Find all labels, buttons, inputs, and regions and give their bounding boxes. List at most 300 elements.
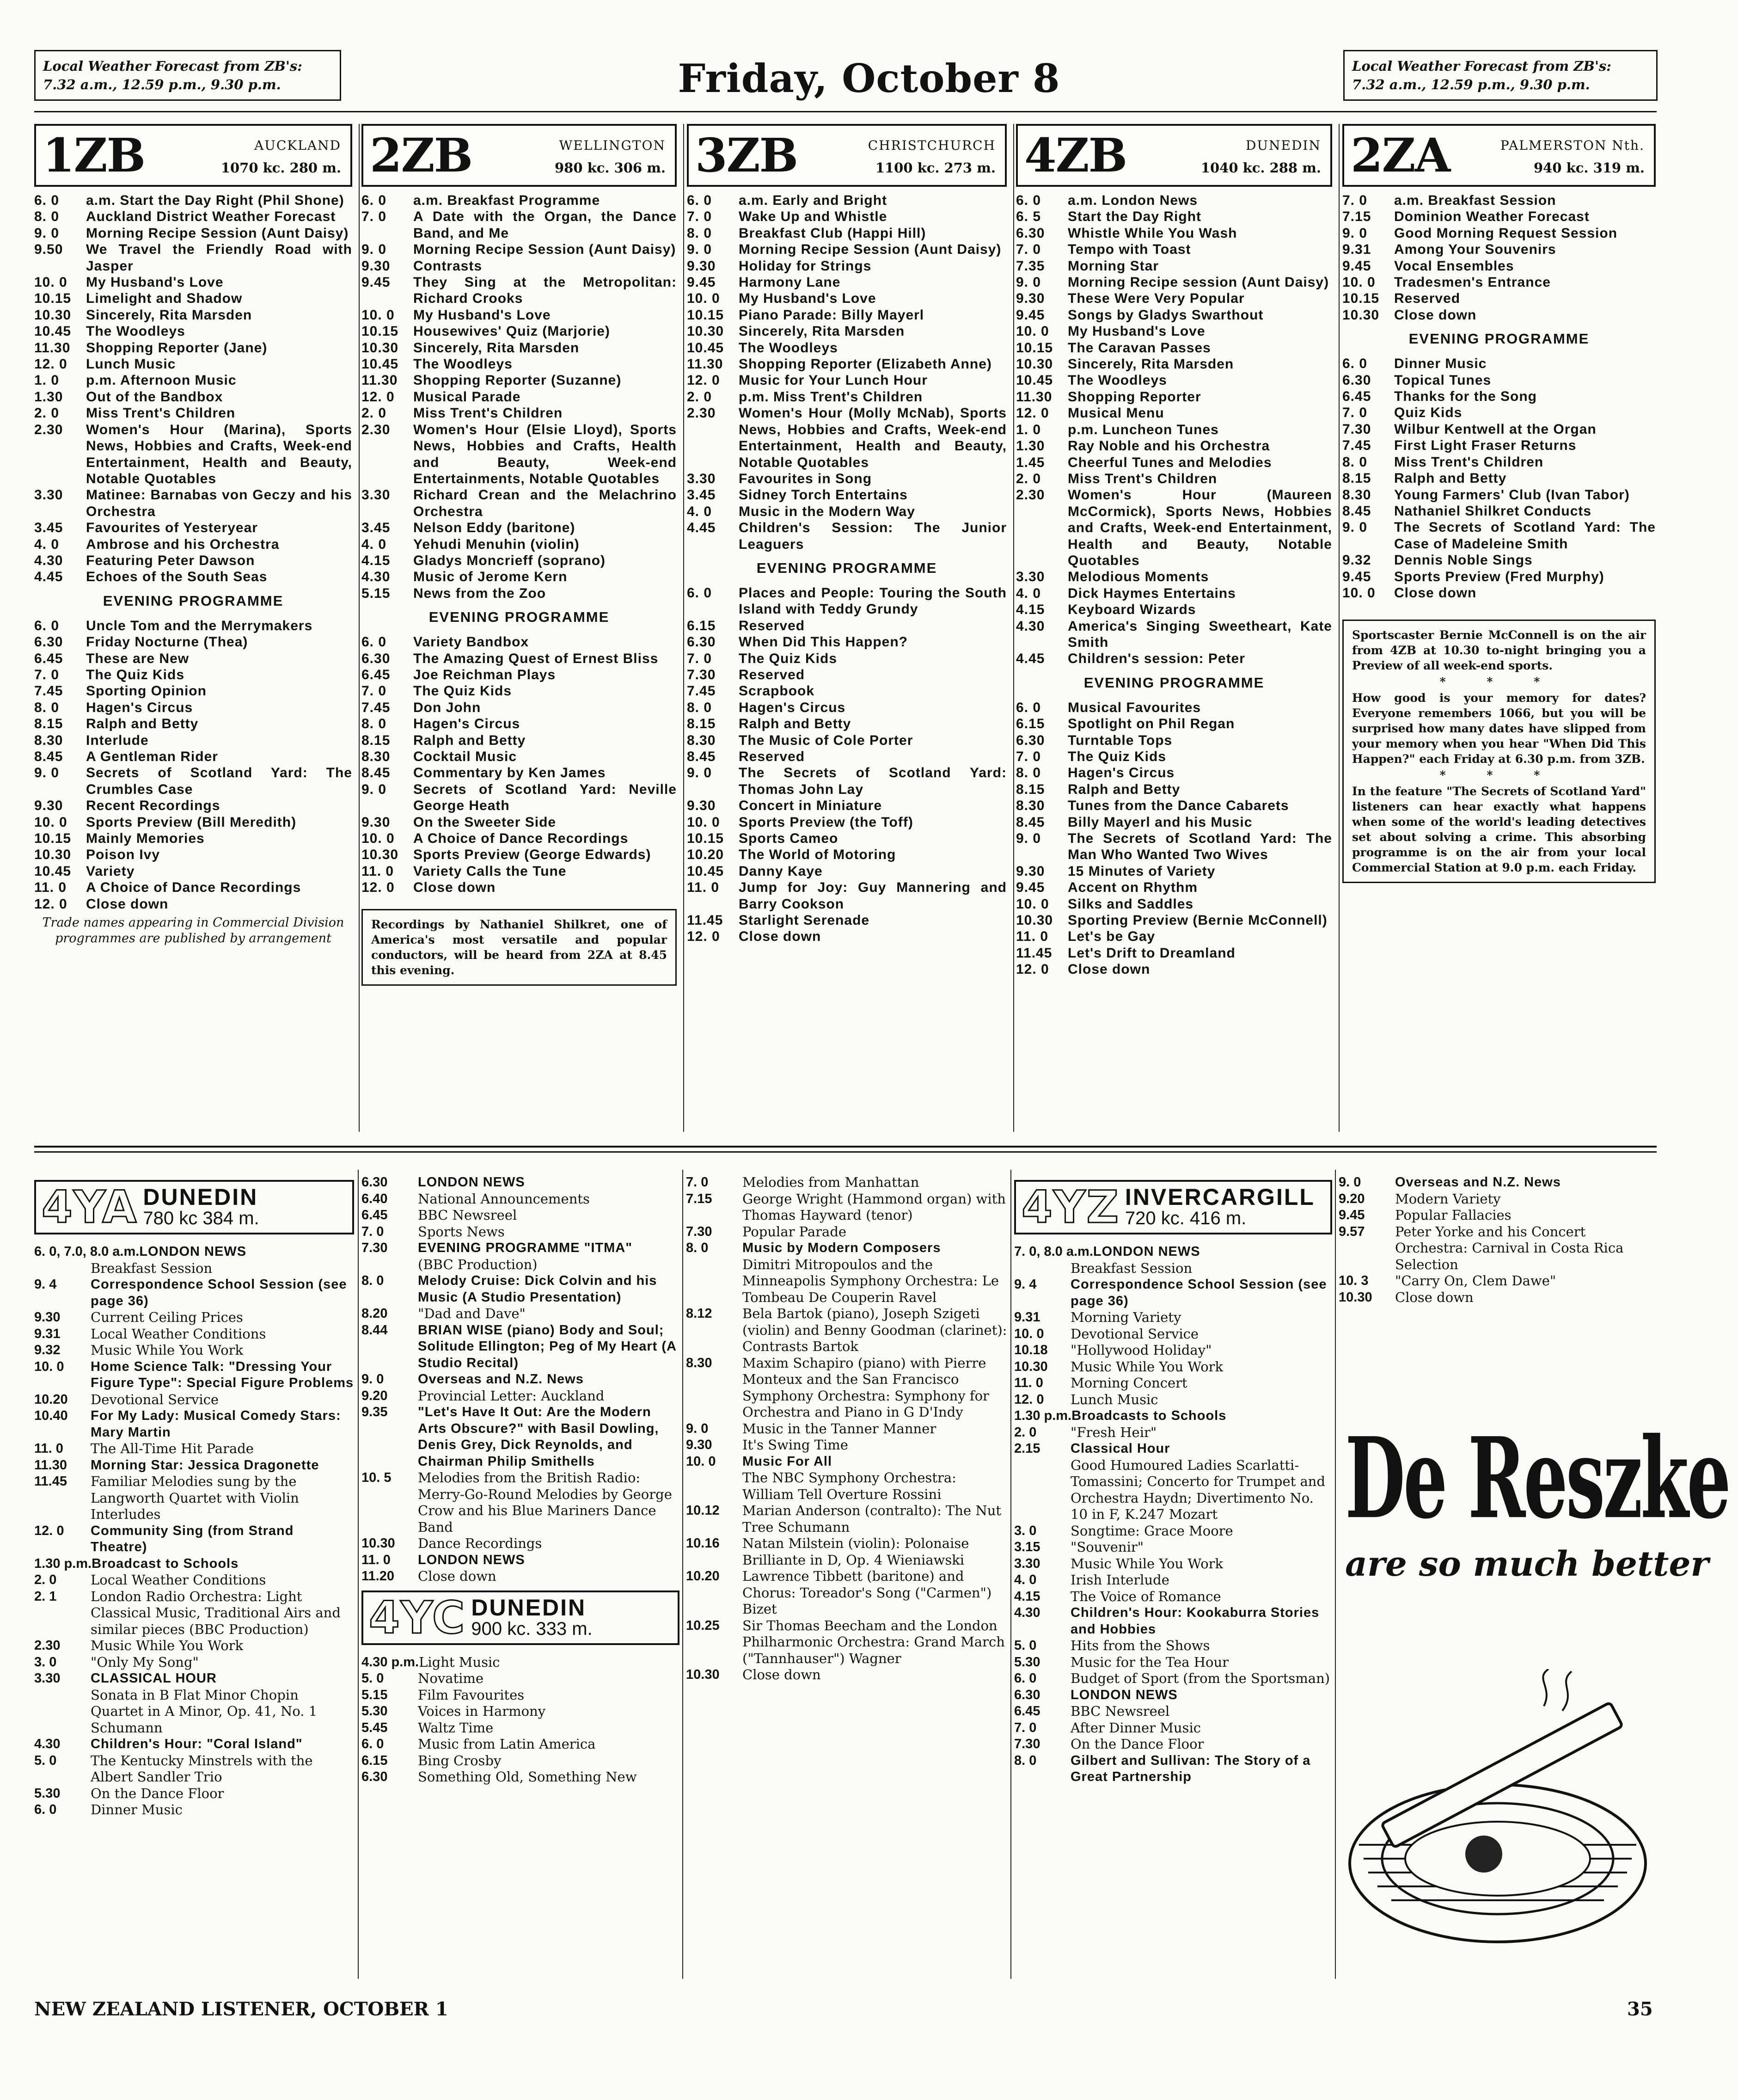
programme-row xyxy=(686,1568,1008,1618)
programme-title: Sports Preview (George Edwards) xyxy=(413,847,651,863)
programme-time: 12. 0 xyxy=(34,356,67,372)
programme-row xyxy=(361,1388,679,1405)
programme-row xyxy=(1016,732,1332,749)
programme-row xyxy=(361,1371,679,1388)
programme-time: 2. 0 xyxy=(687,389,712,405)
programme-title: Accent on Rhythm xyxy=(1068,880,1198,896)
programme-title: Sports Preview (the Toff) xyxy=(739,814,913,830)
ad-brand-name: De Reszke xyxy=(1345,1413,1729,1544)
programme-time: 8.20 xyxy=(361,1306,388,1321)
programme-row xyxy=(34,879,352,896)
programme-title: Music for Your Lunch Hour xyxy=(739,373,928,388)
trade-names-note: Trade names appearing in Commercial Division programmes are published by arrangement xyxy=(42,915,344,946)
programme-time: 2.30 xyxy=(687,405,716,421)
programme-time: 10. 0 xyxy=(1016,896,1049,912)
programme-title: Lawrence Tibbett (baritone) and Chorus: Toreador's Song ("Carmen") Bizet xyxy=(742,1568,992,1617)
programme-time: 10.15 xyxy=(34,291,72,307)
programme-time: 8.30 xyxy=(34,732,63,748)
programme-title: Lunch Music xyxy=(86,356,176,372)
programme-row xyxy=(34,372,352,388)
programme-row xyxy=(687,732,1007,749)
programme-time: 9. 0 xyxy=(1339,1175,1361,1190)
programme-row xyxy=(1014,1539,1332,1556)
programme-title: Topical Tunes xyxy=(1394,372,1492,388)
programme-time: 12. 0 xyxy=(361,880,395,896)
programme-title: George Wright (Hammond organ) with Thomas Hayward (tenor) xyxy=(742,1191,1006,1223)
programme-time: 9.45 xyxy=(1342,569,1371,584)
programme-title: Overseas and N.Z. News xyxy=(1395,1175,1561,1190)
programme-time: 9.35 xyxy=(361,1405,388,1419)
programme-time: 10. 0 xyxy=(34,275,67,290)
programme-title: My Husband's Love xyxy=(739,291,876,307)
programme-row xyxy=(1016,487,1332,569)
programme-time: 6. 0 xyxy=(34,1802,57,1817)
programme-title: Songtime: Grace Moore xyxy=(1071,1523,1233,1539)
station-badge xyxy=(361,124,677,187)
programme-title: Shopping Reporter xyxy=(1068,389,1201,405)
programme-row xyxy=(34,340,352,356)
programme-row xyxy=(34,1753,354,1786)
programme-time: 3. 0 xyxy=(34,1654,57,1670)
programme-title: The Secrets of Scotland Yard: The Case of Madeleine Smith xyxy=(1394,520,1656,552)
programme-time xyxy=(34,1260,91,1277)
programme-title: Silks and Saddles xyxy=(1068,896,1194,912)
programme-title: p.m. Afternoon Music xyxy=(86,373,237,388)
programme-title: It's Swing Time xyxy=(742,1437,848,1453)
programme-time: 10. 3 xyxy=(1339,1273,1369,1288)
publication-footer: NEW ZEALAND LISTENER, OCTOBER 1 xyxy=(34,1998,448,2020)
programme-title: Start the Day Right xyxy=(1068,209,1202,225)
programme-time: 5. 0 xyxy=(1014,1638,1037,1653)
programme-row xyxy=(34,749,352,765)
programme-title: Secrets of Scotland Yard: Neville George Heath xyxy=(413,781,677,814)
programme-time: 9.30 xyxy=(1016,863,1045,879)
programme-time: 9.45 xyxy=(1342,258,1371,274)
programme-time: 6.30 xyxy=(34,634,63,650)
schedule-list xyxy=(1339,1174,1656,1306)
programme-time: 11.30 xyxy=(1016,389,1053,405)
programme-title: The Caravan Passes xyxy=(1068,340,1211,356)
station-frequency: 900 kc. 333 m. xyxy=(471,1618,593,1639)
programme-time: 1.30 p.m. xyxy=(34,1556,92,1571)
programme-title: Ralph and Betty xyxy=(86,716,199,732)
programme-title: They Sing at the Metropolitan: Richard Crooks xyxy=(413,275,677,307)
programme-title: Sincerely, Rita Marsden xyxy=(413,340,580,356)
programme-time: 4. 0 xyxy=(361,536,387,552)
programme-row xyxy=(361,241,677,258)
programme-time: 3.45 xyxy=(687,487,716,503)
programme-time: 6.15 xyxy=(1016,716,1045,732)
station-call-sign: 4YA xyxy=(42,1181,138,1233)
station-badge xyxy=(1342,124,1656,187)
programme-time: 4.30 xyxy=(1014,1605,1040,1620)
programme-title: Correspondence School Session (see page 36) xyxy=(91,1277,347,1308)
programme-time: 3. 0 xyxy=(1014,1523,1037,1538)
programme-row xyxy=(361,814,677,830)
programme-row xyxy=(34,667,352,683)
programme-time: 12. 0 xyxy=(687,373,720,388)
programme-time: 6.15 xyxy=(687,618,716,633)
programme-title: Recent Recordings xyxy=(86,798,220,814)
programme-time: 8. 0 xyxy=(34,209,60,225)
programme-title: Close down xyxy=(1068,962,1151,977)
programme-time xyxy=(34,1703,91,1736)
programme-time: 9.30 xyxy=(687,258,716,274)
programme-time xyxy=(1014,1260,1071,1277)
programme-row xyxy=(361,487,677,520)
programme-time: 10.16 xyxy=(686,1536,720,1551)
programme-title: Women's Hour (Marina), Sports News, Hobbies and Crafts, Week-end Entertainment, Health and Beauty, Notable Quotables xyxy=(86,422,352,486)
programme-row xyxy=(687,618,1007,634)
programme-time: 9.30 xyxy=(361,258,391,274)
programme-time: 9.30 xyxy=(686,1437,712,1452)
programme-time: 8.45 xyxy=(1342,503,1371,519)
programme-time: 6. 0 xyxy=(1014,1671,1037,1686)
promo-paragraph: How good is your memory for dates? Everyone remembers 1066, but you will be surprised how many dates have slipped from your memory when you hear "When Did This Happen?" each Friday at 6.30 p.m. from 3ZB. xyxy=(1352,691,1646,766)
programme-title: The Amazing Quest of Ernest Bliss xyxy=(413,651,659,666)
programme-row xyxy=(34,1572,354,1589)
programme-title: The Quiz Kids xyxy=(413,683,512,699)
programme-row xyxy=(1014,1392,1332,1408)
programme-time: 8.15 xyxy=(687,716,716,732)
programme-time: 6.30 xyxy=(361,1175,388,1190)
programme-title: These are New xyxy=(86,651,190,666)
programme-title: Sidney Torch Entertains xyxy=(739,487,908,503)
programme-row xyxy=(361,405,677,421)
schedule-list xyxy=(361,1654,679,1786)
programme-row xyxy=(361,700,677,716)
programme-title: The NBC Symphony Orchestra: William Tell Overture Rossini xyxy=(742,1470,956,1502)
programme-time: 6. 0 xyxy=(361,634,387,650)
programme-time: 4. 0 xyxy=(1016,585,1041,601)
programme-time: 9.20 xyxy=(361,1388,388,1403)
programme-row xyxy=(1014,1326,1332,1343)
programme-row xyxy=(686,1618,1008,1667)
programme-row xyxy=(361,1322,679,1372)
programme-row xyxy=(1016,209,1332,225)
programme-title: Novatime xyxy=(418,1670,484,1686)
programme-time: 10.20 xyxy=(686,1569,720,1584)
programme-row xyxy=(686,1470,1008,1503)
schedule-list xyxy=(686,1174,1008,1683)
programme-row xyxy=(34,553,352,569)
programme-title: a.m. Start the Day Right (Phil Shone) xyxy=(86,193,344,208)
programme-row xyxy=(361,1273,679,1306)
station-frequency: 1040 kc. 288 m. xyxy=(1200,160,1321,176)
programme-title: Out of the Bandbox xyxy=(86,389,223,405)
programme-row xyxy=(686,1306,1008,1355)
programme-title: Let's Drift to Dreamland xyxy=(1068,945,1236,961)
programme-time: 8.44 xyxy=(361,1322,388,1338)
programme-title: Wilbur Kentwell at the Organ xyxy=(1394,421,1597,437)
programme-row xyxy=(1342,356,1656,372)
programme-row xyxy=(1342,569,1656,585)
programme-title: Sincerely, Rita Marsden xyxy=(739,324,905,339)
programme-row xyxy=(1016,569,1332,585)
programme-time: 9. 0 xyxy=(1342,225,1368,241)
programme-time: 10.30 xyxy=(1342,307,1380,323)
programme-title: Miss Trent's Children xyxy=(1394,454,1544,470)
programme-time: 8.45 xyxy=(687,749,716,764)
programme-row xyxy=(34,798,352,814)
programme-title: Morning Recipe Session (Aunt Daisy) xyxy=(739,242,1002,258)
programme-row xyxy=(361,1736,679,1753)
column-rule xyxy=(1010,1170,1011,1979)
programme-title: The Secrets of Scotland Yard: The Man Who Wanted Two Wives xyxy=(1068,831,1332,863)
programme-time: 6.30 xyxy=(1014,1687,1040,1702)
programme-title: BBC Newsreel xyxy=(1071,1703,1170,1719)
programme-title: Devotional Service xyxy=(91,1391,219,1407)
programme-row xyxy=(1016,356,1332,372)
programme-time: 1.30 xyxy=(34,389,63,405)
programme-time: 1. 0 xyxy=(1016,422,1041,437)
programme-row xyxy=(1342,503,1656,519)
programme-title: Popular Fallacies xyxy=(1395,1207,1512,1223)
programme-time: 11.30 xyxy=(34,1457,67,1473)
programme-time: 10.30 xyxy=(686,1667,720,1682)
station-column-3zb xyxy=(687,124,1010,1132)
programme-title: Nelson Eddy (baritone) xyxy=(413,520,575,536)
programme-row xyxy=(1014,1670,1332,1687)
programme-row xyxy=(686,1355,1008,1421)
section-rule xyxy=(34,1151,1657,1153)
programme-time: 10.18 xyxy=(1014,1343,1048,1357)
programme-row xyxy=(34,1260,354,1277)
programme-row xyxy=(34,1670,354,1687)
programme-time: 10. 0 xyxy=(34,814,67,830)
programme-row xyxy=(34,651,352,667)
programme-time: 2.30 xyxy=(1016,487,1045,503)
programme-time: 4.30 xyxy=(361,569,391,585)
programme-title: Echoes of the South Seas xyxy=(86,569,268,585)
station-city: INVERCARGILL xyxy=(1125,1184,1315,1210)
programme-time: 7. 0 xyxy=(687,651,712,666)
programme-time: 3.30 xyxy=(1016,569,1045,585)
programme-title: Peter Yorke and his Concert Orchestra: Carnival in Costa Rica Selection xyxy=(1395,1223,1624,1272)
programme-time: 10. 0 xyxy=(361,831,395,847)
programme-time: 9. 0 xyxy=(34,225,60,241)
station-call-sign: 2ZB xyxy=(370,128,472,183)
programme-title: LONDON NEWS xyxy=(139,1244,247,1259)
programme-title: Close down xyxy=(1395,1289,1474,1305)
programme-row xyxy=(687,814,1007,830)
programme-title: Light Music xyxy=(419,1654,500,1670)
programme-time: 5. 0 xyxy=(361,1671,384,1686)
ashtray-cigarette-illustration xyxy=(1345,1669,1664,1956)
programme-title: Music in the Modern Way xyxy=(739,504,915,519)
programme-title: The Kentucky Minstrels with the Albert Sandler Trio xyxy=(91,1752,313,1785)
programme-row xyxy=(1016,454,1332,471)
programme-row xyxy=(1342,405,1656,421)
programme-row xyxy=(1014,1687,1332,1704)
programme-row xyxy=(1339,1191,1656,1208)
programme-row xyxy=(1016,928,1332,945)
schedule-list xyxy=(361,1174,679,1585)
programme-title: We Travel the Friendly Road with Jasper xyxy=(86,242,352,274)
programme-title: Ralph and Betty xyxy=(413,732,526,748)
programme-time: 6.30 xyxy=(1016,225,1045,241)
programme-title: Close down xyxy=(418,1568,496,1584)
programme-title: Hagen's Circus xyxy=(86,700,193,715)
programme-title: Lunch Music xyxy=(1071,1391,1158,1407)
programme-time: 6.30 xyxy=(1016,732,1045,748)
programme-title: Marian Anderson (contralto): The Nut Tree Schumann xyxy=(742,1503,1002,1535)
programme-time: 5.15 xyxy=(361,585,391,601)
programme-time: 4. 0 xyxy=(34,536,60,552)
header-rule xyxy=(34,111,1657,112)
station-city: PALMERSTON Nth. xyxy=(1500,138,1645,153)
programme-time: 7.30 xyxy=(1014,1737,1040,1751)
programme-title: Songs by Gladys Swarthout xyxy=(1068,307,1264,323)
programme-time: 6.15 xyxy=(361,1753,388,1768)
programme-time: 7. 0 xyxy=(687,209,712,225)
programme-time: 8.45 xyxy=(1016,814,1045,830)
station-call-sign: 2ZA xyxy=(1351,128,1450,183)
programme-title: CLASSICAL HOUR xyxy=(91,1671,217,1686)
programme-time: 6. 0, 7.0, 8.0 a.m. xyxy=(34,1244,140,1259)
programme-time: 12. 0 xyxy=(34,896,67,912)
programme-row xyxy=(1016,225,1332,241)
programme-title: LONDON NEWS xyxy=(1093,1244,1200,1259)
programme-row xyxy=(1339,1224,1656,1273)
programme-row xyxy=(1016,258,1332,274)
programme-title: First Light Fraser Returns xyxy=(1394,438,1577,454)
programme-time: 10. 0 xyxy=(687,814,720,830)
programme-row xyxy=(687,471,1007,487)
programme-row xyxy=(34,700,352,716)
programme-row xyxy=(361,1306,679,1322)
programme-row xyxy=(687,307,1007,323)
programme-row xyxy=(361,1687,679,1704)
programme-row xyxy=(361,1174,679,1191)
programme-title: Women's Hour (Elsie Lloyd), Sports News, Hobbies and Crafts, Health and Beauty, Week-end Entertainments, Notable Quotables xyxy=(413,422,677,486)
programme-title: America's Singing Sweetheart, Kate Smith xyxy=(1068,618,1332,650)
programme-title: Ray Noble and his Orchestra xyxy=(1068,438,1270,454)
programme-title: The Quiz Kids xyxy=(739,651,838,666)
programme-time: 6.40 xyxy=(361,1191,388,1206)
programme-row xyxy=(34,634,352,650)
programme-row xyxy=(1014,1408,1332,1425)
programme-row xyxy=(1342,307,1656,323)
programme-time: 9. 4 xyxy=(34,1277,57,1292)
programme-row xyxy=(361,1224,679,1240)
separator-stars: * * * xyxy=(1439,768,1559,782)
programme-title: a.m. Breakfast Programme xyxy=(413,193,600,208)
programme-title: My Husband's Love xyxy=(86,275,224,290)
programme-row xyxy=(687,749,1007,765)
schedule-column-4yc-cont xyxy=(686,1174,1008,1983)
programme-row xyxy=(1014,1605,1332,1638)
programme-time: 10.30 xyxy=(1016,356,1053,372)
programme-time: 8.30 xyxy=(1342,487,1371,503)
programme-time: 10.12 xyxy=(686,1503,720,1518)
programme-row xyxy=(1342,519,1656,552)
programme-title: Keyboard Wizards xyxy=(1068,602,1196,618)
programme-time: 8. 0 xyxy=(686,1240,709,1255)
programme-row xyxy=(686,1224,1008,1240)
programme-title: Let's be Gay xyxy=(1068,929,1156,945)
programme-title: For My Lady: Musical Comedy Stars: Mary Martin xyxy=(91,1408,341,1440)
programme-time: 5.30 xyxy=(1014,1654,1040,1670)
programme-time: 11.45 xyxy=(1016,945,1053,961)
station-frequency: 1070 kc. 280 m. xyxy=(220,160,341,176)
programme-time: 8. 0 xyxy=(687,700,712,715)
programme-title: Children's session: Peter xyxy=(1068,651,1245,667)
programme-title: Dick Haymes Entertains xyxy=(1068,585,1236,601)
programme-row xyxy=(687,405,1007,471)
programme-title: LONDON NEWS xyxy=(1071,1687,1178,1702)
programme-title: Budget of Sport (from the Sportsman) xyxy=(1071,1670,1330,1686)
section-rule xyxy=(34,1146,1657,1148)
weather-box-title: Local Weather Forecast from ZB's: xyxy=(43,58,302,74)
programme-time: 8.30 xyxy=(1016,798,1045,814)
programme-row xyxy=(1014,1753,1332,1786)
programme-title: Featuring Peter Dawson xyxy=(86,553,255,568)
programme-time: 7. 0 xyxy=(686,1175,709,1190)
programme-title: Close down xyxy=(1394,307,1477,323)
programme-time: 3.30 xyxy=(34,487,63,503)
programme-row xyxy=(34,209,352,225)
programme-title: Breakfast Session xyxy=(91,1260,213,1276)
programme-title: Music For All xyxy=(742,1454,832,1469)
programme-title: Cocktail Music xyxy=(413,749,517,764)
programme-row xyxy=(361,1769,679,1786)
programme-title: Shopping Reporter (Jane) xyxy=(86,340,268,356)
programme-time: 11.45 xyxy=(34,1474,67,1489)
programme-row xyxy=(1016,274,1332,290)
page-number: 35 xyxy=(1627,1998,1653,2020)
programme-title: A Choice of Dance Recordings xyxy=(413,831,629,847)
programme-time: 6.30 xyxy=(1342,372,1371,388)
programme-title: Melody Cruise: Dick Colvin and his Music (A Studio Presentation) xyxy=(418,1273,657,1305)
programme-row xyxy=(361,340,677,356)
programme-time: 10.30 xyxy=(34,847,72,863)
programme-time: 12. 0 xyxy=(1016,405,1049,421)
programme-time: 9.45 xyxy=(1339,1208,1365,1222)
programme-row xyxy=(1016,372,1332,388)
programme-title: Variety Calls the Tune xyxy=(413,863,567,879)
programme-row xyxy=(34,716,352,732)
programme-title: Sports Preview (Fred Murphy) xyxy=(1394,569,1604,584)
programme-row xyxy=(1014,1277,1332,1309)
programme-title: Tempo with Toast xyxy=(1068,242,1191,258)
programme-row xyxy=(1342,241,1656,258)
programme-title: Miss Trent's Children xyxy=(86,405,236,421)
programme-row xyxy=(1014,1425,1332,1441)
programme-title: Musical Parade xyxy=(413,389,521,405)
programme-row xyxy=(34,1589,354,1638)
programme-time: 12. 0 xyxy=(1016,962,1049,977)
station-city: WELLINGTON xyxy=(559,138,666,153)
programme-title: The Quiz Kids xyxy=(86,667,185,682)
programme-row xyxy=(1016,765,1332,781)
programme-row xyxy=(34,241,352,274)
programme-time: 1. 0 xyxy=(34,373,60,388)
programme-title: Something Old, Something New xyxy=(418,1769,637,1785)
programme-title: "Let's Have It Out: Are the Modern Arts Obscure?" with Basil Dowling, Denis Grey, Dick Reynolds, and Chairman Philip Smithells xyxy=(418,1405,659,1469)
programme-row xyxy=(361,1535,679,1552)
programme-title: Starlight Serenade xyxy=(739,913,870,928)
programme-title: Children's Session: The Junior Leaguers xyxy=(739,520,1007,552)
station-column-2za xyxy=(1342,124,1659,1132)
programme-time: 4. 0 xyxy=(687,504,712,519)
programme-row xyxy=(361,422,677,487)
programme-time: 6. 0 xyxy=(1342,356,1368,372)
programme-title: Ambrose and his Orchestra xyxy=(86,536,280,552)
programme-title: Music in the Tanner Manner xyxy=(742,1420,936,1437)
programme-time xyxy=(686,1257,742,1306)
programme-row xyxy=(687,700,1007,716)
